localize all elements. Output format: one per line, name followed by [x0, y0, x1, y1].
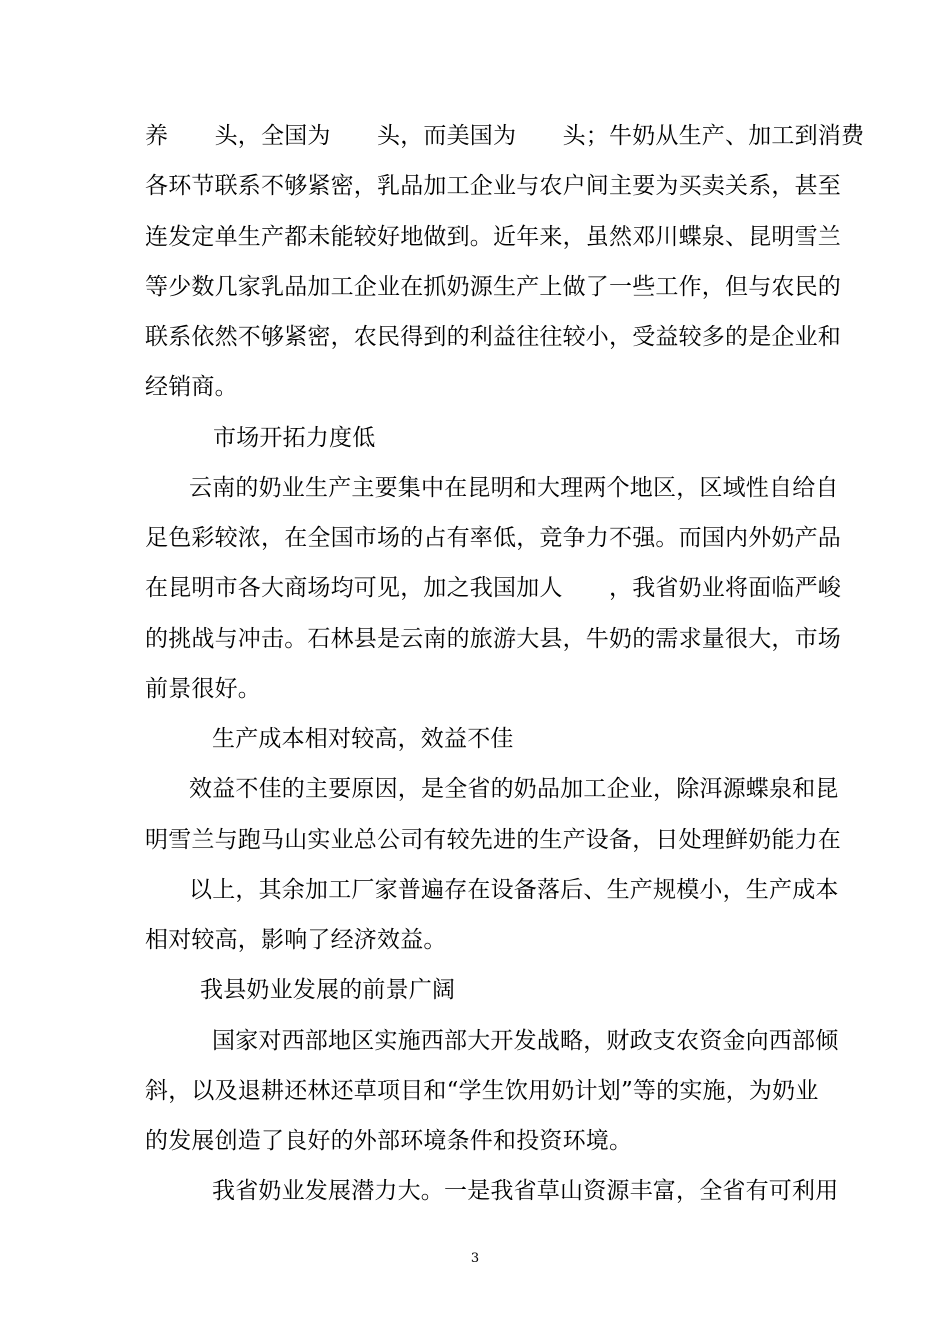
body-text-line: 云南的奶业生产主要集中在昆明和大理两个地区，区域性自给自: [189, 475, 839, 501]
body-text-line: 在昆明市各大商场均可见，加之我国加人 ，我省奶业将面临严峻: [145, 575, 841, 601]
section-heading: 市场开拓力度低: [213, 425, 376, 451]
body-text-line: 明雪兰与跑马山实业总公司有较先进的生产设备，日处理鲜奶能力在: [145, 827, 841, 853]
body-text-line: 以上，其余加工厂家普遍存在设备落后、生产规模小，生产成本: [189, 877, 839, 903]
body-text-line: 足色彩较浓，在全国市场的占有率低，竞争力不强。而国内外奶产品: [145, 525, 841, 551]
body-text-line: 的挑战与冲击。石林县是云南的旅游大县，牛奶的需求量很大，市场: [145, 626, 841, 652]
body-text-line: 前景很好。: [145, 676, 261, 702]
body-text-line: 效益不佳的主要原因，是全省的奶品加工企业，除洱源蝶泉和昆: [189, 776, 839, 802]
body-text-line: 的发展创造了良好的外部环境条件和投资环境。: [145, 1128, 633, 1154]
body-text-line: 连发定单生产都未能较好地做到。近年来，虽然邓川蝶泉、昆明雪兰: [145, 224, 841, 250]
body-text-line: 我省奶业发展潜力大。一是我省草山资源丰富，全省有可利用: [212, 1178, 839, 1204]
section-heading: 生产成本相对较高，效益不佳: [212, 726, 514, 752]
body-text-line: 斜，以及退耕还林还草项目和“学生饮用奶计划”等的实施，为奶业: [145, 1078, 819, 1104]
body-text-line: 各环节联系不够紧密，乳品加工企业与农户间主要为买卖关系，甚至: [145, 173, 841, 199]
body-text-line: 经销商。: [145, 374, 238, 400]
body-text-line: 联系依然不够紧密，农民得到的利益往往较小，受益较多的是企业和: [145, 324, 841, 350]
body-text-line: 养 头，全国为 头，而美国为 头；牛奶从生产、加工到消费: [145, 123, 865, 149]
body-text-line: 相对较高，影响了经济效益。: [145, 927, 447, 953]
page-number: 3: [470, 1251, 480, 1266]
body-text-line: 等少数几家乳品加工企业在抓奶源生产上做了一些工作，但与农民的: [145, 274, 841, 300]
body-text-line: 国家对西部地区实施西部大开发战略，财政支农资金向西部倾: [212, 1028, 839, 1054]
section-heading: 我县奶业发展的前景广阔: [200, 977, 456, 1003]
